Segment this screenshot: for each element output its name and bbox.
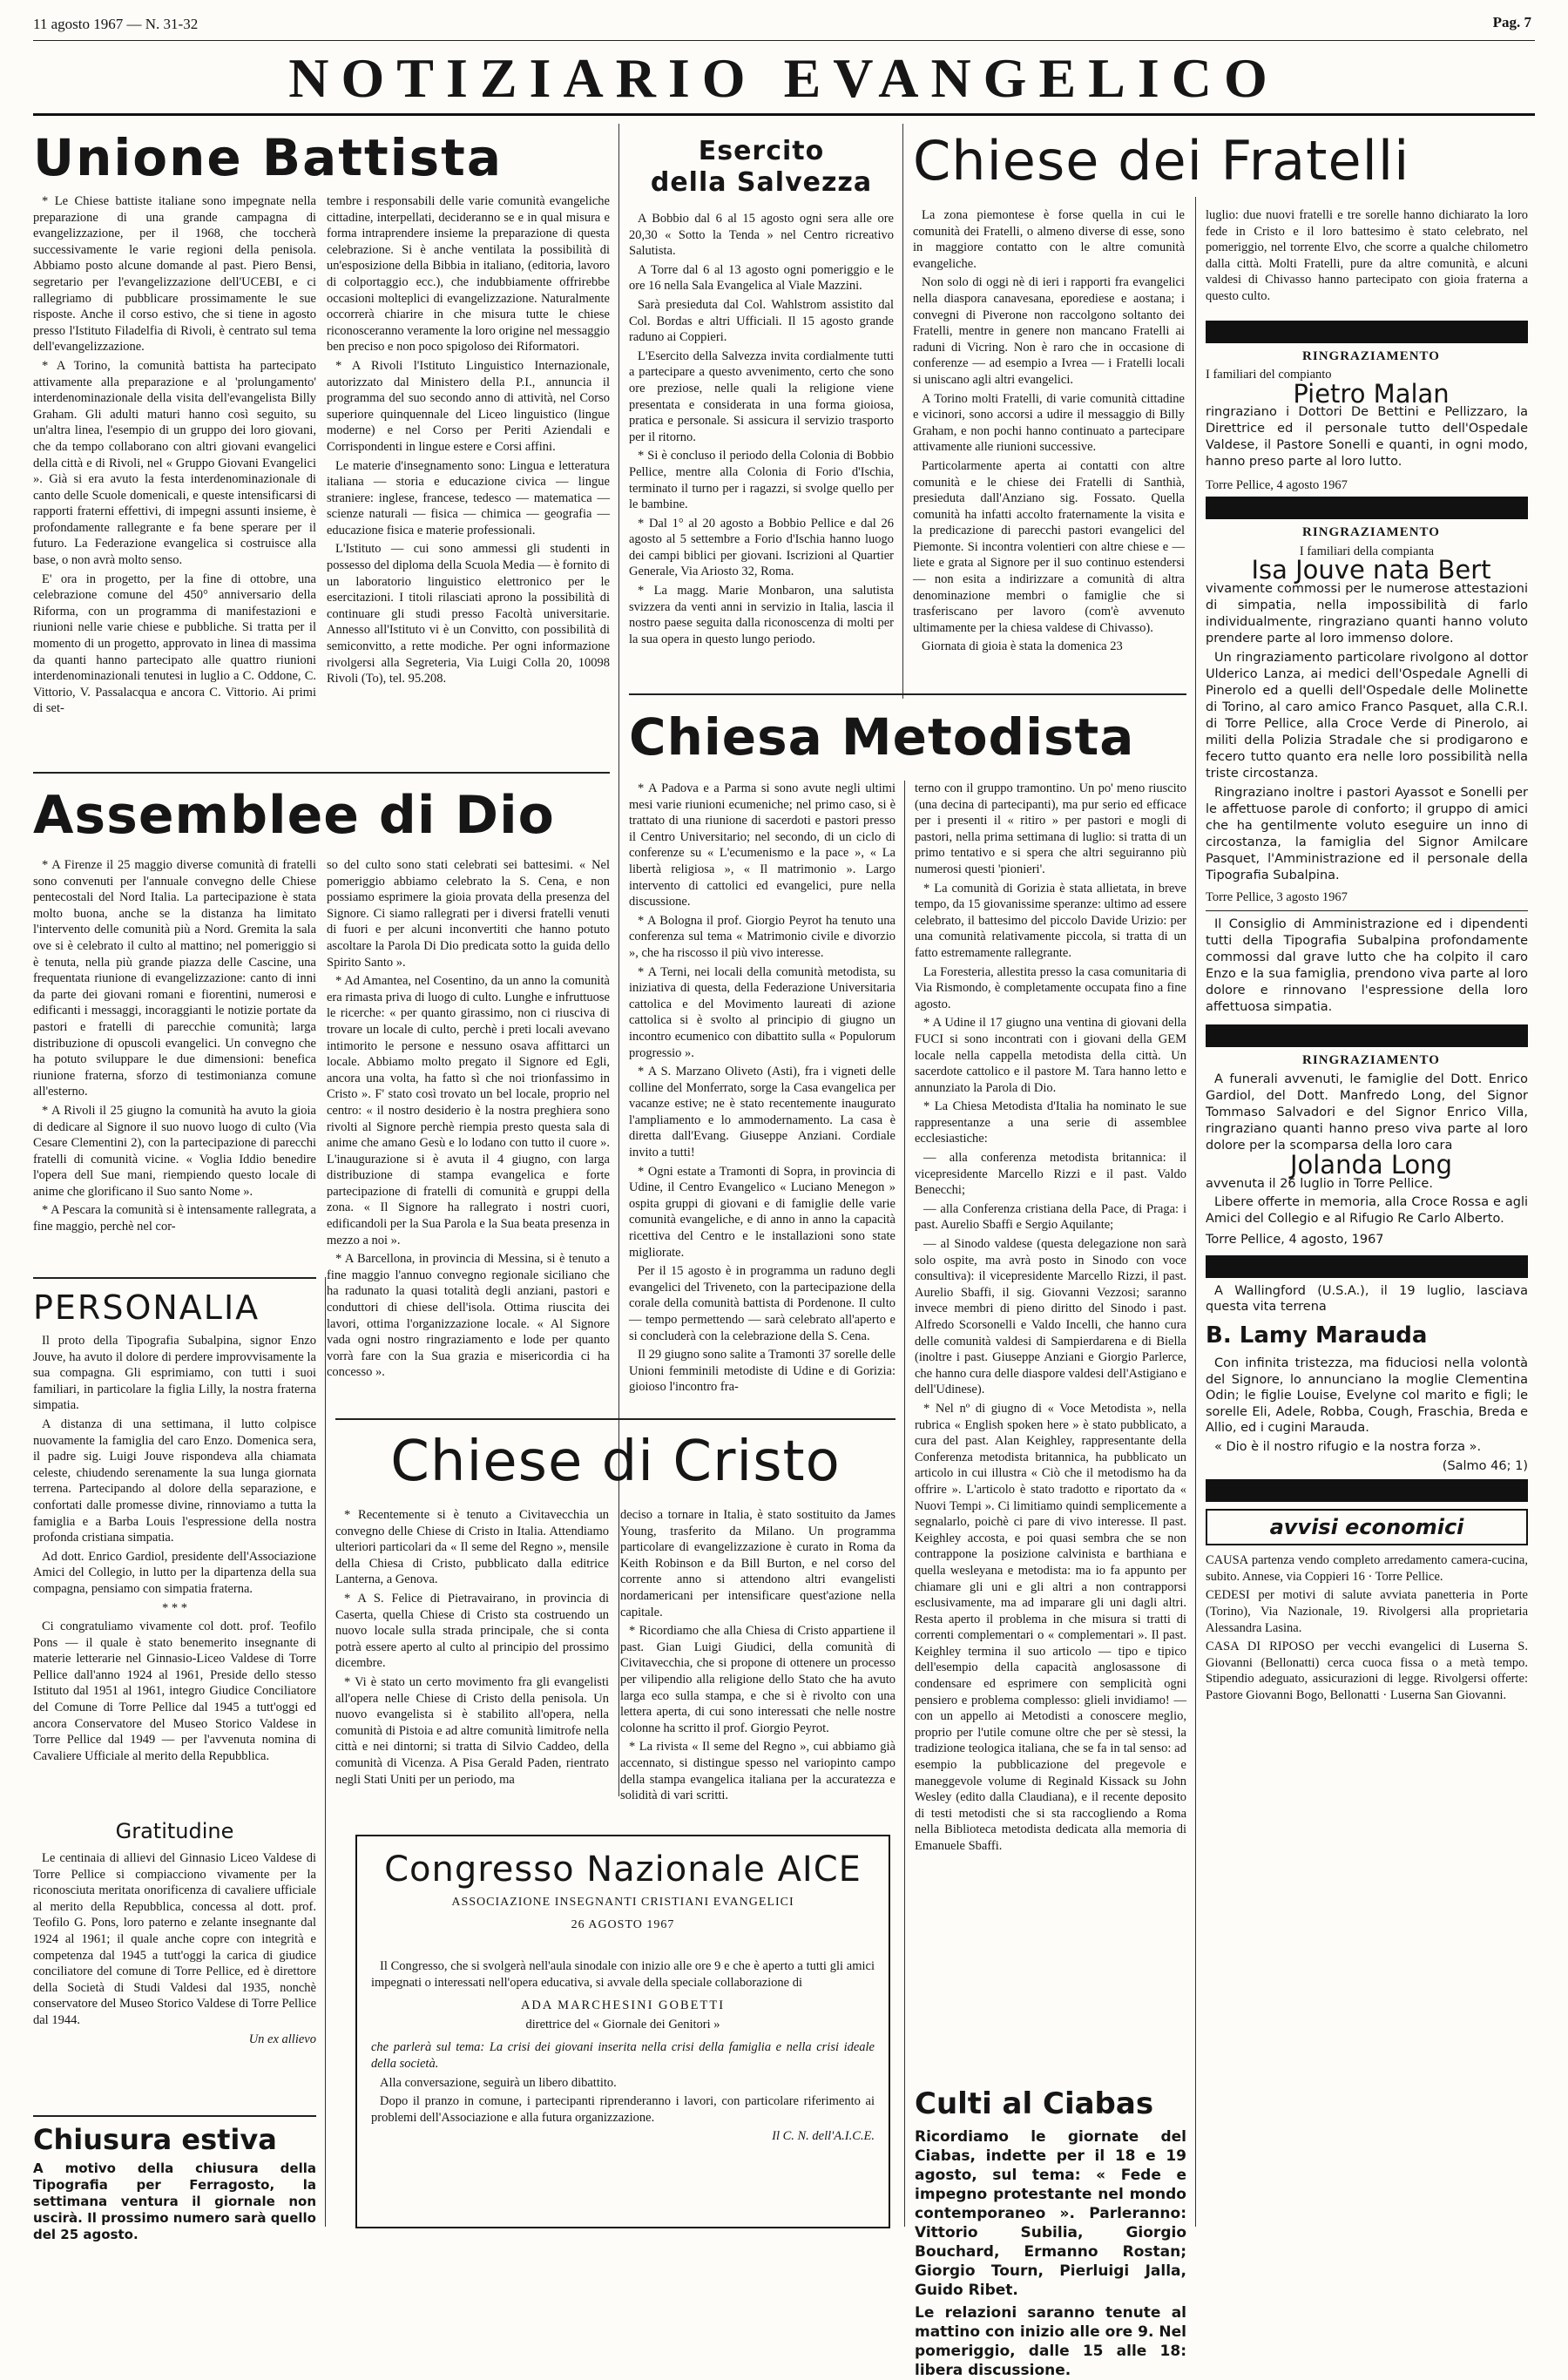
aice-role: direttrice del « Giornale dei Genitori »	[525, 2017, 720, 2032]
rule	[1206, 910, 1528, 911]
black-bar	[1206, 321, 1528, 343]
gratitudine-title: Gratitudine	[115, 1819, 234, 1843]
aice-talk: che parlerà sul tema: La crisi dei giovani inserita nella crisi della famiglia e nella crisi ideale della società.	[371, 2040, 875, 2071]
avviso-item: CASA DI RIPOSO per vecchi evangelici di Luserna S. Giovanni (Bellonatti) cerca cuoca fissa o a metà tempo. Stipendio adeguato, assicurazioni di legge. Rivolgersi offerte: Pastore Giovanni Bogo, Bellonatti · Luserna San Giovanni.	[1206, 1640, 1528, 1702]
salvezza-para: L'Esercito della Salvezza invita cordialmente tutti a partecipare a questo avvenimento, certo che sono ore preziose, nelle quali la religione viene presentata e considerata in una forma gioiosa, pratica e personale. Si assicura il servizio trasporto per il ritorno.	[629, 348, 894, 444]
r1-intro: I familiari del compianto	[1206, 368, 1332, 382]
fratelli-para: Non solo di oggi nè di ieri i rapporti fra evangelici nella diaspora canavesana, eporediese e aostana; i convegni di Piverone non raccolgono soltanto dei Fratelli, mentre in genere non mancano Fratelli ai raduni di Vicring. Non è raro che in occasione di conferenze — ad esempio a Ivrea — i Fratelli locali si uniscano agli altri evangelici.	[913, 275, 1185, 387]
personalia-para: Il proto della Tipografia Subalpina, signor Enzo Jouve, ha avuto il dolore di perdere improvvisamente la sua compagna. Gli esprimiamo, con tutti i suoi familiari, in particolare la figlia Lilly, la nostra fraterna simpatia.	[33, 1334, 316, 1413]
metodista-para: * La Chiesa Metodista d'Italia ha nominato le sue rappresentanze a una serie di assemblee ecclesiastiche:	[915, 1099, 1186, 1146]
column-rule	[325, 1277, 326, 2227]
salvezza-para: Sarà presieduta dal Col. Wahlstrom assistito dal Col. Bordas e altri Ufficiali. Il 15 agosto grande raduno ai Coppieri.	[629, 297, 894, 345]
r3-heading: RINGRAZIAMENTO	[1302, 1053, 1440, 1068]
ciabas-title: Culti al Ciabas	[915, 2086, 1154, 2121]
chiusura-text: A motivo della chiusura della Tipografia per Ferragosto, la settimana ventura il giornale non uscirà. Il prossimo numero sarà quello del 25 agosto.	[33, 2160, 316, 2242]
battista-title-wrap	[33, 127, 610, 188]
r2-text: Ringraziano inoltre i pastori Ayassot e Sonelli per le affettuose parole di conforto; il gruppo di amici che ha gentilmente voluto eseguire un inno di circostanza, la famiglia del Signor Amilcare Pasquet, l'Amministrazione ed il personale della Tipografia Subalpina.	[1206, 785, 1528, 882]
salvezza-para: A Bobbio dal 6 al 15 agosto ogni sera alle ore 20,30 « Sotto la Tenda » nel Centro ricreativo Salutista.	[629, 212, 894, 259]
page-number: Pag. 7	[1492, 14, 1531, 30]
lamy-name: B. Lamy Marauda	[1206, 1322, 1428, 1349]
section-rule	[33, 2115, 316, 2117]
salvezza-col	[629, 211, 894, 699]
battista-para: * A Rivoli l'Istituto Linguistico Internazionale, autorizzato dal Ministero della P.I., annuncia il programma del suo secondo anno di attività, nel Corso superiore quinquennale del Liceo linguistico (lingue moderne) e nel Corso per Periti Aziendali e Corrispondenti in lingue estere e Corsi affini.	[327, 358, 610, 454]
battista-para: E' ora in progetto, per la fine di ottobre, una celebrazione comune del 450° anniversario della Riforma, con un programma di manifestazioni e riunioni nelle varie chiese e pubbliche. Si tratta per il momento di un progetto, approvato in linea di massima da quanti hanno partecipato alle quattro riunioni interdenominazionali tenutesi in luglio a C. Oddone, C. Vittorio, V. Passalacqua e ancora C. Vittorio. Ai primi di set-	[33, 571, 316, 716]
dio-para: * Ad Amantea, nel Cosentino, da un anno la comunità era rimasta priva di luogo di culto. Lunghe e infruttuose le ricerche: « per quanto girassimo, non ci riusciva di trovare un locale di culto, perchè i preti locali avevano intimorito le persone e nessuno osava affittarci un locale. Abbiamo molto pregato il Signore ed Egli, ancora una volta, ha fatto sì che noi trionfassimo in Cristo ». F' stato così trovato un bel locale, proprio nel centro: « il nostro desiderio è la nostra preghiera sono rivolti al Signore perchè riempia presto questa sala di anime che amano Gesù e lo lodano con tutto il cuore ». L'inaugurazione si è avuta il 4 giugno, con larga distribuzione di stampa evangelica e forte partecipazione di fratelli di comunità e gruppi della zona. « Il Signore ha rallegrato i nostri cuori, edificandoli per la Sua Parola e la Sua beata presenza in mezzo a noi ».	[327, 974, 610, 1247]
black-bar	[1206, 1255, 1528, 1278]
metodista-para: * Nel nº di giugno di « Voce Metodista », nella rubrica « English spoken here » è stato pubblicato, a cura del past. Alan Keighley, rappresentante della Conferenza metodista britannica, ha pubblicato un articolo in cui illustra « Ciò che il metodismo ha da offrire ». L'articolo è stato tradotto e riportato da « Nuovi Tempi ». Ci limitiamo quindi semplicemente a segnalarlo, poichè ci pare di vivo interesse. Il past. Keighley accosta, e poi quasi sembra che se non contrappone la posizione calvinista e barthiana e quella wesleyana e metodista: ma io fa appunto per chiamare gli uni e gli altri a non contrapporsi esclusivamente, ma ad imparare gli uni dagli altri. Resta aperto il problema in che misura si tratti di correnti complementari o « complementari ». Il past. Keighley termina il suo articolo — tipo e tipico dell'esempio della capacità anglosassone di condensare ed esprimere con semplicità ogni pensiero e problema complesso: glieli invidiamo! — con un appello ai Metodisti a conoscere meglio, proprio per l'utile comune oltre che per sè stessi, la tradizione teologica italiana, che se fa in tal senso: ad esempio la pubblicazione del pregevole e maneggevole volume di Reginald Kissack su John Wesley (edito dalla Claudiana), e il recente deposito di testi metodisti che si sta raccogliendo a Roma nella Biblioteca metodista dedicata alla memoria di Emanuele Sbaffi.	[915, 1401, 1186, 1853]
masthead: NOTIZIARIO EVANGELICO	[288, 47, 1280, 109]
metodista-para: — alla conferenza metodista britannica: il vicepresidente Marcello Rizzi e il past. Valdo Benecchi;	[915, 1151, 1186, 1198]
aice-after: Dopo il pranzo in comune, i partecipanti riprenderanno i lavori, con particolare riferimento ai problemi dell'Associazione e alla futura organizzazione.	[371, 2094, 875, 2125]
fratelli-continued: luglio: due nuovi fratelli e tre sorelle hanno dichiarato la loro fede in Cristo e il loro battesimo è stato celebrato, nel pomeriggio, nel torrente Elvo, che scorre a qualche chilometro dalla città. Molti Fratelli, pure da altre comunità, e alcuni valdesi di Chivasso hanno partecipato con gioia fraterna a questo culto.	[1206, 208, 1528, 303]
fratelli-para: A Torino molti Fratelli, di varie comunità cittadine e vicinori, sono accorsi a udire il messaggio di Billy Graham, e non pochi hanno continuato a partecipare attivamente alle riunioni successive.	[913, 391, 1185, 455]
personalia-para: Ad dott. Enrico Gardiol, presidente dell'Associazione Amici del Collegio, in lutto per la dipartenza della sua compagna, pensiamo con simpatia fraterna.	[33, 1549, 316, 1596]
personalia-title-wrap	[33, 1286, 316, 1329]
r2-name: Isa Jouve nata Bert	[1251, 555, 1491, 585]
chiusura-title: Chiusura estiva	[33, 2123, 277, 2156]
salvezza-title-line1: Esercito	[698, 136, 825, 166]
section-rule	[33, 1277, 316, 1279]
metodista-col1	[629, 781, 896, 1408]
aice-conv: Alla conversazione, seguirà un libero dibattito.	[380, 2075, 617, 2090]
ciabas-text: Ricordiamo le giornate del Ciabas, indette per il 18 e 19 agosto, sul tema: « Fede e impegno protestante nel mondo contemporaneo ». Parleranno: Vittorio Subilia, Giorgio Bouchard, Ermanno Rostan; Giorgio Tourn, Pierluigi Jalla, Guido Ribet.	[915, 2128, 1186, 2299]
r2-intro: I familiari della compianta	[1299, 544, 1435, 558]
r3-offerte: Libere offerte in memoria, alla Croce Rossa e agli Amici del Collegio e al Rifugio Re Carlo Alberto.	[1206, 1195, 1528, 1226]
lamy-text: Con infinita tristezza, ma fiduciosi nella volontà del Signore, lo annunciano la moglie Clementina Odin; le figlie Louise, Evelyne col marito e figli; le sorelle Eli, Adele, Robba, Cough, Fraschia, Breda e Allio, ed i cugini Marauda.	[1206, 1356, 1528, 1436]
lamy-ref: (Salmo 46; 1)	[1442, 1458, 1528, 1473]
lamy-intro: A Wallingford (U.S.A.), il 19 luglio, lasciava questa vita terrena	[1206, 1283, 1528, 1315]
metodista-para: * La comunità di Gorizia è stata allietata, in breve tempo, da 15 giovanissime speranze: ultimo ad essere celebrato, il battesimo del piccolo Davide Urizio: per una comunità relativamente piccola, si tratta di un fatto estremamente rallegrante.	[915, 881, 1186, 960]
fratelli-para: Particolarmente aperta ai contatti con altre comunità e le chiese dei Fratelli di Santhià, presieduta dall'Anziano sig. Fossato. Quella comunità ha infatti accolto fraternamente la visita e la predicazione di parecchi pastori evangelici del Piemonte. Si incontra volentieri con altre chiese e — liete e grata al Signore per il suo continuo estendersi — non esita a indirizzare a comunità di altra denominazione membri o famiglie che si trasferiscano per lavoro (com'è avvenuto ultimamente per la chiesa valdese di Chivasso).	[913, 458, 1185, 635]
newspaper-page	[33, 14, 1535, 2379]
dio-para: * A Rivoli il 25 giugno la comunità ha avuto la gioia di dedicare al Signore il suo nuovo luogo di culto (Via Cesare Clementini 2), con la partecipazione di parecchi fratelli di comunità vicine. « Voglia Iddio benedire l'opera dell Sue mani, riempiendo questo locale di anime che glorificano il Suo santo Nome ».	[33, 1103, 316, 1199]
metodista-para: terno con il gruppo tramontino. Un po' meno riuscito (una decina di partecipanti), ma pur serio ed efficace per i presenti il « ritiro » per pastori e mogli di pastori, nella prima settimana di luglio: si tratta di un primo tentativo e si spera che altri seguiranno più numerosi questi 'pionieri'.	[915, 781, 1186, 876]
r1-name: Pietro Malan	[1293, 378, 1450, 409]
r2-text: Un ringraziamento particolare rivolgono al dottor Ulderico Lanza, ai medici dell'Ospedale Agnelli di Pinerolo ed a quelli dell'Ospedale delle Molinette di Torino, al caro amico Franco Pasquet, alla C.R.I. di Torre Pellice, alla Croce Verde di Pinerolo, ai militi della Polizia Stradale che si prodigarono e fecero tutto quanto era nelle loro possibilità nella triste circostanza.	[1206, 650, 1528, 781]
personalia-title: PERSONALIA	[33, 1288, 260, 1327]
dio-para: so del culto sono stati celebrati sei battesimi. « Nel pomeriggio abbiamo celebrato la S. Cena, e non possiamo esprimere la gioia provata della presenza del Signore. Ci siamo rallegrati per i diversi fratelli venuti di fuori e per alcuni inconvertiti che hanno potuto ascoltare la Parola Di Dio predicata sotto la guida dello Spirito Santo ».	[327, 858, 610, 970]
cristo-para: * La rivista « Il seme del Regno », cui abbiamo già accennato, si distingue spesso nel variopinto campo della stampa evangelica italiana per la accuratezza e solidità di vari scritti.	[620, 1740, 896, 1803]
r2-heading: RINGRAZIAMENTO	[1302, 524, 1440, 539]
black-bar	[1206, 497, 1528, 519]
black-bar	[1206, 1024, 1528, 1047]
aice-speaker: ADA MARCHESINI GOBETTI	[520, 1998, 726, 2013]
dio-para: * A Pescara la comunità si è intensamente rallegrata, a fine maggio, perchè nel cor-	[33, 1203, 316, 1234]
gratitudine-sign: Un ex allievo	[248, 2032, 316, 2046]
cristo-para: * Vi è stato un certo movimento fra gli evangelisti all'opera nelle Chiese di Cristo della penisola. Un nuovo evangelista si è stabilito all'opera, nella comunità di Pistoia e ad altre comunità limitrofe nella città e nei dintorni; si tratta di Silvio Caddeo, della comunità di Vicenza. A Pisa Gerald Paden, rientrato negli Stati Uniti per un periodo, ma	[335, 1674, 609, 1787]
cristo-para: deciso a tornare in Italia, è stato sostituito da James Young, trasferito da Milano. Un programma particolare di evangelizzazione è curato in Roma da Keith Robinson e da Bill Burton, e nel corso del corrente anno si attendono altri evangelisti nordamericani per intensificare quest'azione nella capitale.	[620, 1508, 896, 1619]
battista-para: L'Istituto — cui sono ammessi gli studenti in possesso del diploma della Scuola Media — è fornito di un laboratorio linguistico elettronico per le esercitazioni. I titoli rilasciati aprono la possibilità di continuare gli studi presso Facoltà universitarie. Annesso all'Istituto vi è un Convitto, con possibilità di semiconvitto, a rette modiche. Per ogni informazione rivolgersi alla Segreteria, Via Luigi Colla 20, 10098 Rivoli (To), tel. 95.208.	[327, 542, 610, 686]
r3-name: Jolanda Long	[1289, 1149, 1453, 1180]
avvisi-box	[1206, 1509, 1528, 1545]
consiglio-text: Il Consiglio di Amministrazione ed i dipendenti tutti della Tipografia Subalpina profondamente commossi dal grave lutto che ha colpito il caro Enzo e la sua famiglia, prendono viva parte al loro dolore e rinnovano l'espressione della loro affettuosa simpatia.	[1206, 917, 1528, 1015]
column-rule	[902, 124, 903, 699]
gratitudine-col	[33, 1817, 316, 2113]
battista-col2	[327, 193, 610, 768]
fratelli-title-wrap	[913, 127, 1479, 195]
metodista-para: * A S. Marzano Oliveto (Asti), fra i vigneti delle colline del Monferrato, sorge la Casa evangelica per vacanze estive; ne è stato recentemente inaugurato l'ampliamento e lo ammodernamento. La casa è diretta dall'Evang. Giuseppe Anziani. Cordiale invito a tutti!	[629, 1065, 896, 1160]
cristo-col2	[620, 1507, 896, 1821]
r3-date: Torre Pellice, 4 agosto, 1967	[1206, 1233, 1384, 1247]
r1-heading: RINGRAZIAMENTO	[1302, 348, 1440, 363]
metodista-para: Per il 15 agosto è in programma un raduno degli evangelici del Triveneto, con la partecipazione della corale della comunità battista di Pordenone. Il culto — tempo permettendo — sarà celebrato all'aperto e si concluderà con la celebrazione della S. Cena.	[629, 1264, 896, 1343]
black-bar	[1206, 1479, 1528, 1502]
personalia-col	[33, 1333, 316, 1807]
salvezza-title-line2: della Salvezza	[650, 167, 873, 198]
metodista-para: * Ogni estate a Tramonti di Sopra, in provincia di Udine, il Centro Evangelico « Luciano Menegon » ospita gruppi di giovani e di famiglie delle varie comunità evangeliche, e di anno in anno la capacità ricettiva del Centro e le installazioni sono state migliorate.	[629, 1164, 896, 1260]
ciabas-text: Le relazioni saranno tenute al mattino con inizio alle ore 9. Nel pomeriggio, dalle 15 alle 18: libera discussione.	[915, 2304, 1186, 2379]
aice-body	[371, 1958, 875, 2220]
battista-para: tembre i responsabili delle varie comunità evangeliche cittadine, interpellati, decideranno se e in qual misura e forma intraprendere insieme la preparazione di questa celebrazione. Si è anche ventilata la possibilità di un'esposizione della Bibbia in italiano, (editoria, lavoro di colportaggio ecc.), che indubbiamente offrirebbe occasioni molteplici di evangelizzazione. Naturalmente occorrerà chiarire in che misura tutte le chiese riconosceranno veramente la loro origine nel messaggio ben preciso e non poco spigoloso dei Riformatori.	[327, 194, 610, 355]
salvezza-para: * La magg. Marie Monbaron, una salutista svizzera da venti anni in servizio in Italia, lascia il nostro paese seguita dalla riconoscenza di molti per la sua opera in questo lungo periodo.	[629, 584, 894, 646]
aice-subtitle: ASSOCIAZIONE INSEGNANTI CRISTIANI EVANGELICI	[451, 1896, 794, 1909]
aice-sign: Il C. N. dell'A.I.C.E.	[772, 2129, 875, 2144]
ciabas-col	[915, 2086, 1186, 2379]
salvezza-para: * Dal 1° al 20 agosto a Bobbio Pellice e dal 26 agosto al 5 settembre a Forio d'Ischia hanno luogo dei campi biblici per giovani. Iscrizioni al Quartier Generale, Via Ariosto 32, Roma.	[629, 516, 894, 579]
battista-col1	[33, 193, 316, 768]
cristo-title-wrap	[335, 1425, 896, 1498]
fratelli-para: Giornata di gioia è stata la domenica 23	[922, 639, 1123, 654]
lamy-quote: « Dio è il nostro rifugio e la nostra forza ».	[1214, 1440, 1482, 1455]
r2-date: Torre Pellice, 3 agosto 1967	[1206, 889, 1348, 904]
column-rule	[904, 781, 905, 2227]
battista-para: * A Torino, la comunità battista ha partecipato attivamente alla preparazione e al 'prolungamento' interdenominazionale della visita dell'evangelista Billy Graham. Gli adulti maturi hanno così seguito, su un'altra linea, l'esempio di un gruppo dei loro giovani, che da tempo collaborano con altri giovani evangelici della città e di Rivoli, nel « Gruppo Giovani Evangelici ». Già si era avuto la festa interdenominazionale di canto delle Scuole domenicali, e queste intensificarsi di rapporti fraterni effettivi, di impegni assunti insieme, è profondamente rallegrante e fa bene sperare per il futuro. La Federazione evangelica si costruisce alla base, o non avrà molto senso.	[33, 358, 316, 568]
avviso-item: CEDESI per motivi di salute avviata panetteria in Porte (Torino), Via Nazionale, 19. Rivolgersi alla proprietaria Alessandra Lasina.	[1206, 1588, 1528, 1635]
metodista-para: La Foresteria, allestita presso la casa comunitaria di Via Rismondo, è completamente occupata fino a fine agosto.	[915, 964, 1186, 1011]
metodista-para: — al Sinodo valdese (questa delegazione non sarà solo ospite, ma avrà posto in Sinodo con voce consultiva): il vicepresidente Marcello Rizzi, il past. Aurelio Sbaffi, il sig. Giovanni Vezzosi; saranno invece membri di pieno diritto del Sinodo i past. Alfredo Scorsonelli e Valdo Incelli, che hanno cura delle comunità valdesi di Sampierdarena e di Biella (inoltre i past. Giuseppe Anziani e Giorgio Parlerce, che hanno cura delle diaspore valdesi dell'Astigiano e dell'Udinese).	[915, 1237, 1186, 1397]
issue-date: 11 agosto 1967 — N. 31-32	[33, 16, 199, 32]
section-rule	[33, 772, 610, 774]
aice-intro: Il Congresso, che si svolgerà nell'aula sinodale con inizio alle ore 9 e che è aperto a tutti gli amici impegnati o interessati nell'opera educativa, si avvale della speciale collaborazione di	[371, 1959, 875, 1990]
battista-para: * Le Chiese battiste italiane sono impegnate nella preparazione di una grande campagna di evangelizzazione, per il 1968, che toccherà successivamente le varie regioni della penisola. Abbiamo posto alcune domande al past. Piero Bensi, segretario per l'evangelizzazione dell'UCEBI, e ci rallegriamo di pubblicare prossimamente le sue risposte. Anche il corso estivo, che si tiene in agosto presso l'Istituto Filadelfia di Rivoli, è centrato sul tema dell'evangelizzazione.	[33, 194, 316, 355]
gratitudine-text: Le centinaia di allievi del Ginnasio Liceo Valdese di Torre Pellice si compiacciono vivamente per la riconosciuta meritata onorificenza di cavaliere ufficiale al merito della Repubblica, concessa al dott. prof. Teofilo G. Pons, loro paterno e zelante insegnante dal 1924 al 1961; il quale anche copre con integrità e competenza dal 1945 a tutt'oggi la carica di giudice conciliatore del comune di Torre Pellice, ed è direttore della Società di Studi Valdesi dal 1935, nonchè conservatore del Museo Storico Valdese di Torre Pellice dal 1944.	[33, 1851, 317, 2027]
battista-para: Le materie d'insegnamento sono: Lingua e letteratura italiana — storia e educazione civica — lingue straniere: inglese, francese, tedesco — matematica — scienze naturali — fisica — chimica — geografia — educazione fisica e materie professionali.	[327, 458, 610, 538]
aice-title: Congresso Nazionale AICE	[384, 1849, 862, 1890]
fratelli-title: Chiese dei Fratelli	[913, 129, 1410, 193]
column-rule	[1195, 197, 1196, 2227]
r1-text: ringraziano i Dottori De Bettini e Pellizzaro, la Direttrice ed il personale tutto dell'Ospedale Valdese, il Pastore Sonelli e quanti, in ogni modo, hanno preso parte al loro lutto.	[1206, 405, 1528, 470]
cristo-para: * A S. Felice di Pietravairano, in provincia di Caserta, quella Chiese di Cristo sta costruendo un nuovo locale sulla strada principale, che si conta potrà essere aperto al culto al principio del prossimo dicembre.	[335, 1591, 609, 1671]
dio-para: * A Barcellona, in provincia di Messina, si è tenuto a fine maggio l'annuo convegno regionale siciliano che ha radunato la quasi totalità degli anziani, pastori e conduttori di chiese dell'isola. Ottima riuscita dei lavori, ottima l'organizzazione locale. « Al Signore vada ogni nostro ringraziamento e lode per quanto vorrà fare con la Sua grazia e misericordia ci ha concesso ».	[327, 1252, 610, 1380]
metodista-para: * A Terni, nei locali della comunità metodista, su iniziativa di questa, della Federazione Universitaria cattolica e del Movimento laureati di azione cattolica si è svolto al principio di giugno un incontro ecumenico con dibattito sulla « Populorum progressio ».	[629, 964, 896, 1060]
cristo-para: * Ricordiamo che alla Chiesa di Cristo appartiene il past. Gian Luigi Giudici, della comunità di Civitavecchia, che si propone di ottenere un processo per vilipendio alla religione dello Stato che ha avuto larga eco sulla stampa, e che si è rivolto con una lettera aperta, di cui sono interessati che nelle nostre colonne ha scritto il prof. Giorgio Peyrot.	[620, 1624, 896, 1735]
dio-para: * A Firenze il 25 maggio diverse comunità di fratelli sono convenuti per l'annuale convegno delle Chiese pentecostali del Nord Italia. La partecipazione è stata molto buona, anche se la distanza ha limitato l'intervento delle comunità più a Nord. Gremita la sala ove si è celebrato il culto al mattino; nel pomeriggio si è tenuta, nella più grande piazza delle Cascine, una frequentata riunione di evangelizzazione: canto di inni da parte dei giovani romani e fiorentini, numerosi e edificanti i messaggi, incoraggianti le notizie portate da pastori e fratelli di parecchie comunità; larga distribuzione di opuscoli evangelici. Un convegno che ha potuto sviluppare le due dimensioni: benefica riunione fraterna, sforzo di testimonianza comune all'esterno.	[33, 858, 316, 1099]
aice-date: 26 AGOSTO 1967	[571, 1918, 675, 1931]
dio-col2	[327, 857, 610, 1415]
avviso-item: CAUSA partenza vendo completo arredamento camera-cucina, subito. Annese, via Coppieri 16 · Torre Pellice.	[1206, 1553, 1528, 1584]
r3-text: A funerali avvenuti, le famiglie del Dott. Enrico Gardiol, del Dott. Manfredo Long, del Signor Tommaso Salvadori e del Signor Enrico Villa, ringraziano quanti hanno preso viva parte al loro dolore per la scomparsa della loro cara	[1206, 1072, 1528, 1153]
battista-title: Unione Battista	[33, 128, 504, 187]
section-rule	[335, 1418, 896, 1420]
metodista-para: * A Udine il 17 giugno una ventina di giovani della FUCI si sono incontrati con i giovani della GEM locale nella cappella metodista della città. Un sacerdote cattolico e il pastore M. Tara hanno letto e annunziato la Parola di Dio.	[915, 1016, 1186, 1095]
fratelli-para: La zona piemontese è forse quella in cui le comunità dei Fratelli, o almeno diverse di esse, sono in maggiore contatto con le altre comunità evangeliche.	[913, 208, 1185, 271]
r3-after: avvenuta il 26 luglio in Torre Pellice.	[1206, 1176, 1433, 1191]
dio-title-wrap	[33, 781, 610, 850]
metodista-para: — alla Conferenza cristiana della Pace, di Praga: i past. Aurelio Sbaffi e Sergio Aquilante;	[915, 1201, 1186, 1233]
salvezza-para: A Torre dal 6 al 13 agosto ogni pomeriggio e le ore 16 nella Sala Evangelica al Viale Mazzini.	[629, 262, 894, 294]
metodista-title-wrap	[629, 702, 1186, 772]
r2-text: vivamente commossi per le numerose attestazioni di simpatia, nella impossibilità di farlo individualmente, ringraziano quanti hanno voluto prendere parte al loro immenso dolore.	[1206, 581, 1528, 646]
column-rule	[618, 124, 619, 1796]
personalia-para: A distanza di una settimana, il lutto colpisce nuovamente la famiglia del caro Enzo. Domenica sera, il padre sig. Luigi Jouve rispondeva alla chiamata celeste, chiudendo serenamente la sua lunga giornata terrena. Partecipando al dolore della separazione, e confortati dalle promesse divine, rinnoviamo a tutta la famiglia e a Barba Louis l'espressione della nostra profonda cristiana simpatia.	[33, 1417, 316, 1545]
page-header	[33, 14, 1535, 41]
salvezza-para: * Si è concluso il periodo della Colonia di Bobbio Pellice, mentre alla Colonia di Forio d'Ischia, terminato il turno per i ragazzi, si svolge quello per le bambine.	[629, 449, 894, 512]
dio-col1	[33, 857, 316, 1267]
metodista-col2	[915, 781, 1186, 2079]
r1-date: Torre Pellice, 4 agosto 1967	[1206, 478, 1348, 493]
aice-box	[355, 1835, 890, 2228]
cristo-para: * Recentemente si è tenuto a Civitavecchia un convegno delle Chiese di Cristo in Italia. Attendiamo ulteriori particolari da « Il seme del Regno », mensile della Chiesa di Cristo, pubblicato dalla editrice Lanterna, a Genova.	[335, 1508, 609, 1587]
metodista-para: * A Bologna il prof. Giorgio Peyrot ha tenuto una conferenza sul tema « Matrimonio civile e divorzio », che ha riscosso il più vivo interesse.	[629, 913, 896, 960]
cristo-title: Chiese di Cristo	[390, 1430, 841, 1494]
avvisi-title: avvisi economici	[1269, 1515, 1464, 1540]
personalia-para: Ci congratuliamo vivamente col dott. prof. Teofilo Pons — il quale è stato benemerito insegnante di materie letterarie nel Ginnasio-Liceo Valdese di Torre Pellice dall'anno 1924 al 1961, Preside dello stesso Istituto dal 1951 al 1961, integro Giudice Conciliatore del Comune di Torre Pellice dal 1945 a tutt'oggi ed ancora Conservatore del Museo Storico Valdese in Torre Pellice dal 1949 — per l'avvenuta nomina di Cavaliere Ufficiale al merito della Repubblica.	[33, 1619, 316, 1763]
masthead-rule	[33, 113, 1535, 116]
metodista-title: Chiesa Metodista	[629, 707, 1135, 767]
dio-title: Assemblee di Dio	[33, 785, 555, 846]
chiusura-col	[33, 2122, 316, 2242]
fratelli-col	[913, 207, 1185, 704]
salvezza-title	[629, 136, 894, 204]
metodista-para: * A Padova e a Parma si sono avute negli ultimi mesi varie riunioni ecumeniche; nel primo caso, si è trattato di una riunione di sacerdoti e pastori presso il Centro Universitario; nel secondo, di un ciclo di conferenze su « L'ecumenismo e la pace », « La libertà religiosa », « Il matrimonio ». Largo intervento di cattolici ed evangelici, pure nella discussione.	[629, 781, 896, 909]
metodista-para: Il 29 giugno sono salite a Tramonti 37 sorelle delle Unioni femminili metodiste di Udine e di Gorizia: gioioso l'incontro fra-	[629, 1348, 896, 1395]
cristo-col1	[335, 1507, 609, 1821]
right-column	[1206, 207, 1528, 2227]
personalia-separator: * * *	[162, 1600, 187, 1615]
section-rule	[629, 693, 1186, 695]
